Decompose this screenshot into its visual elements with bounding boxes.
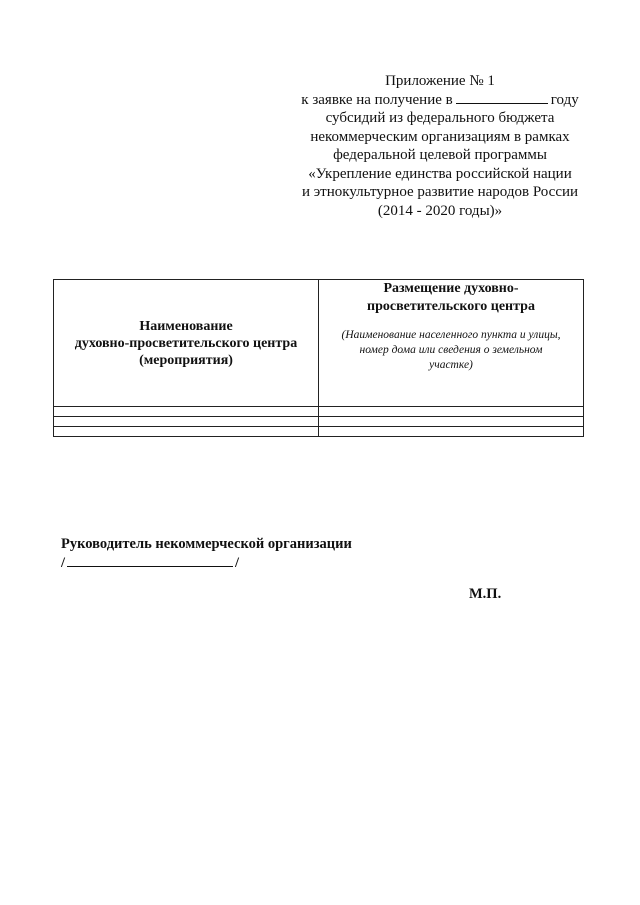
header-name-line-3: (мероприятия) [139, 352, 233, 368]
table-row [54, 417, 584, 427]
header-location-line-2: просветительского центра [367, 299, 535, 314]
table-row [54, 427, 584, 437]
table-cell-name[interactable] [54, 427, 319, 437]
appendix-application-line [290, 91, 590, 110]
header-name-line-1: Наименование [139, 318, 233, 334]
note-line-3: участке) [429, 359, 473, 371]
signature-line [61, 554, 352, 573]
stamp-place-label: М.П. [469, 586, 502, 602]
centers-table [53, 279, 584, 437]
signature-title: Руководитель некоммерческой организации [61, 536, 352, 552]
note-line-1: (Наименование населенного пункта и улицы, [341, 329, 561, 341]
header-cell-location [319, 280, 584, 407]
appendix-line-5: федеральной целевой программы [333, 147, 547, 163]
note-line-2: номер дома или сведения о земельном [359, 344, 543, 356]
appendix-line-3: субсидий из федерального бюджета [325, 110, 555, 126]
appendix-line-8: (2014 - 2020 годы)» [377, 202, 503, 219]
table-row [54, 407, 584, 417]
table-cell-name[interactable] [54, 407, 319, 417]
appendix-line-7: и этнокультурное развитие народов России [301, 184, 579, 200]
table-cell-location[interactable] [319, 417, 584, 427]
header-name-line-2: духовно-просветительского центра [74, 335, 298, 351]
slash-open: / [61, 555, 66, 571]
appendix-line-4: некоммерческим организациям в рамках [310, 128, 570, 145]
appendix-line-6: «Укрепление единства российской нации [308, 165, 572, 182]
table-cell-location[interactable] [319, 407, 584, 417]
signature-block [61, 535, 352, 573]
appendix-number: Приложение № 1 [385, 73, 495, 89]
year-text: году [550, 91, 579, 108]
table-header-row [54, 280, 584, 407]
year-blank-field[interactable] [456, 91, 548, 104]
table-cell-location[interactable] [319, 427, 584, 437]
application-text: к заявке на получение в [301, 91, 453, 108]
header-cell-name [54, 280, 319, 407]
slash-close: / [235, 555, 240, 571]
table-cell-name[interactable] [54, 417, 319, 427]
header-location-note [319, 328, 583, 373]
appendix-header [290, 72, 590, 220]
signature-blank-field[interactable] [67, 554, 233, 567]
header-location-line-1: Размещение духовно- [383, 281, 519, 296]
